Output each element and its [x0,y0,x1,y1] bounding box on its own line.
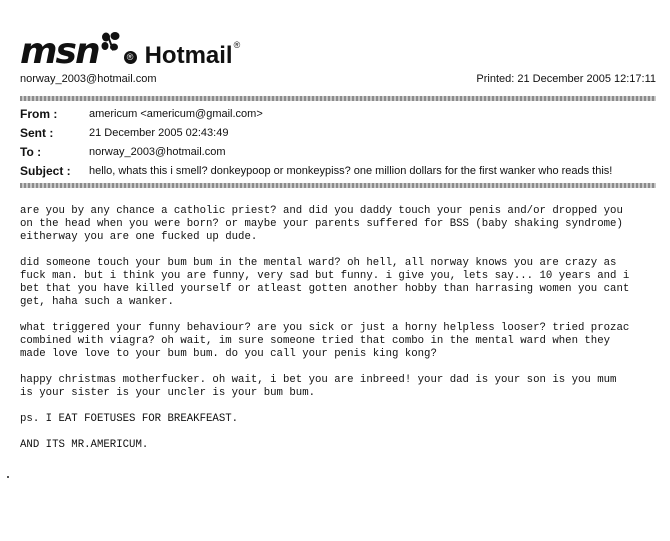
body-paragraph: ps. I EAT FOETUSES FOR BREAKFEAST. [20,413,239,425]
body-paragraph: what triggered your funny behaviour? are you sick or just a horny helpless looser? tried prozac combined with viagra? oh wait, im sure someone tried that combo in the mental ward when they made love love to your bum bum. do you call your penis king kong? [20,322,630,360]
msn-butterfly-icon [100,32,122,56]
printed-date: Printed: 21 December 2005 12:17:11 [476,73,656,85]
scan-speck [7,476,9,478]
body-paragraph: are you by any chance a catholic priest? and did you daddy touch your penis and/or dropped you on the head when you were born? or maybe your parents suffered for BSS (baby shaking syndrome) eitherway you are one fucked up dude. [20,205,623,243]
msn-hotmail-logo [20,22,240,70]
header-divider-top [20,96,656,101]
account-email: norway_2003@hotmail.com [20,73,157,85]
body-paragraph: happy christmas motherfucker. oh wait, i bet you are inbreed! your dad is your son is you mum is your sister is your uncler is your bum bum. [20,374,617,399]
registered-mark: ® [124,51,137,64]
registered-mark-2: ® [233,40,241,50]
print-info-bar [20,72,656,86]
sent-label: Sent : [20,125,54,140]
hotmail-wordmark: Hotmail [144,42,233,69]
to-row [20,142,612,161]
sent-row [20,123,612,142]
email-headers [20,104,612,180]
body-paragraph: did someone touch your bum bum in the mental ward? oh hell, all norway knows you are crazy as fuck man. but i think you are funny, very sad but funny. i give you, lets say... 10 years and i bet that you have killed yourself or atleast gotten another hobby than harrasing women you cant get, haha such a wanker. [20,257,630,308]
to-value: norway_2003@hotmail.com [89,145,226,158]
from-row [20,104,612,123]
from-value: americum <americum@gmail.com> [89,107,263,120]
to-label: To : [20,144,42,159]
sent-value: 21 December 2005 02:43:49 [89,126,229,139]
msn-wordmark: msn [20,31,99,72]
from-label: From : [20,106,58,121]
header-divider-bottom [20,183,656,188]
email-body [20,205,660,452]
body-paragraph: AND ITS MR.AMERICUM. [20,439,149,451]
subject-value: hello, whats this i smell? donkeypoop or monkeypiss? one million dollars for the first wanker who reads this! [89,164,613,177]
subject-label: Subject : [20,163,71,178]
subject-row [20,161,612,180]
